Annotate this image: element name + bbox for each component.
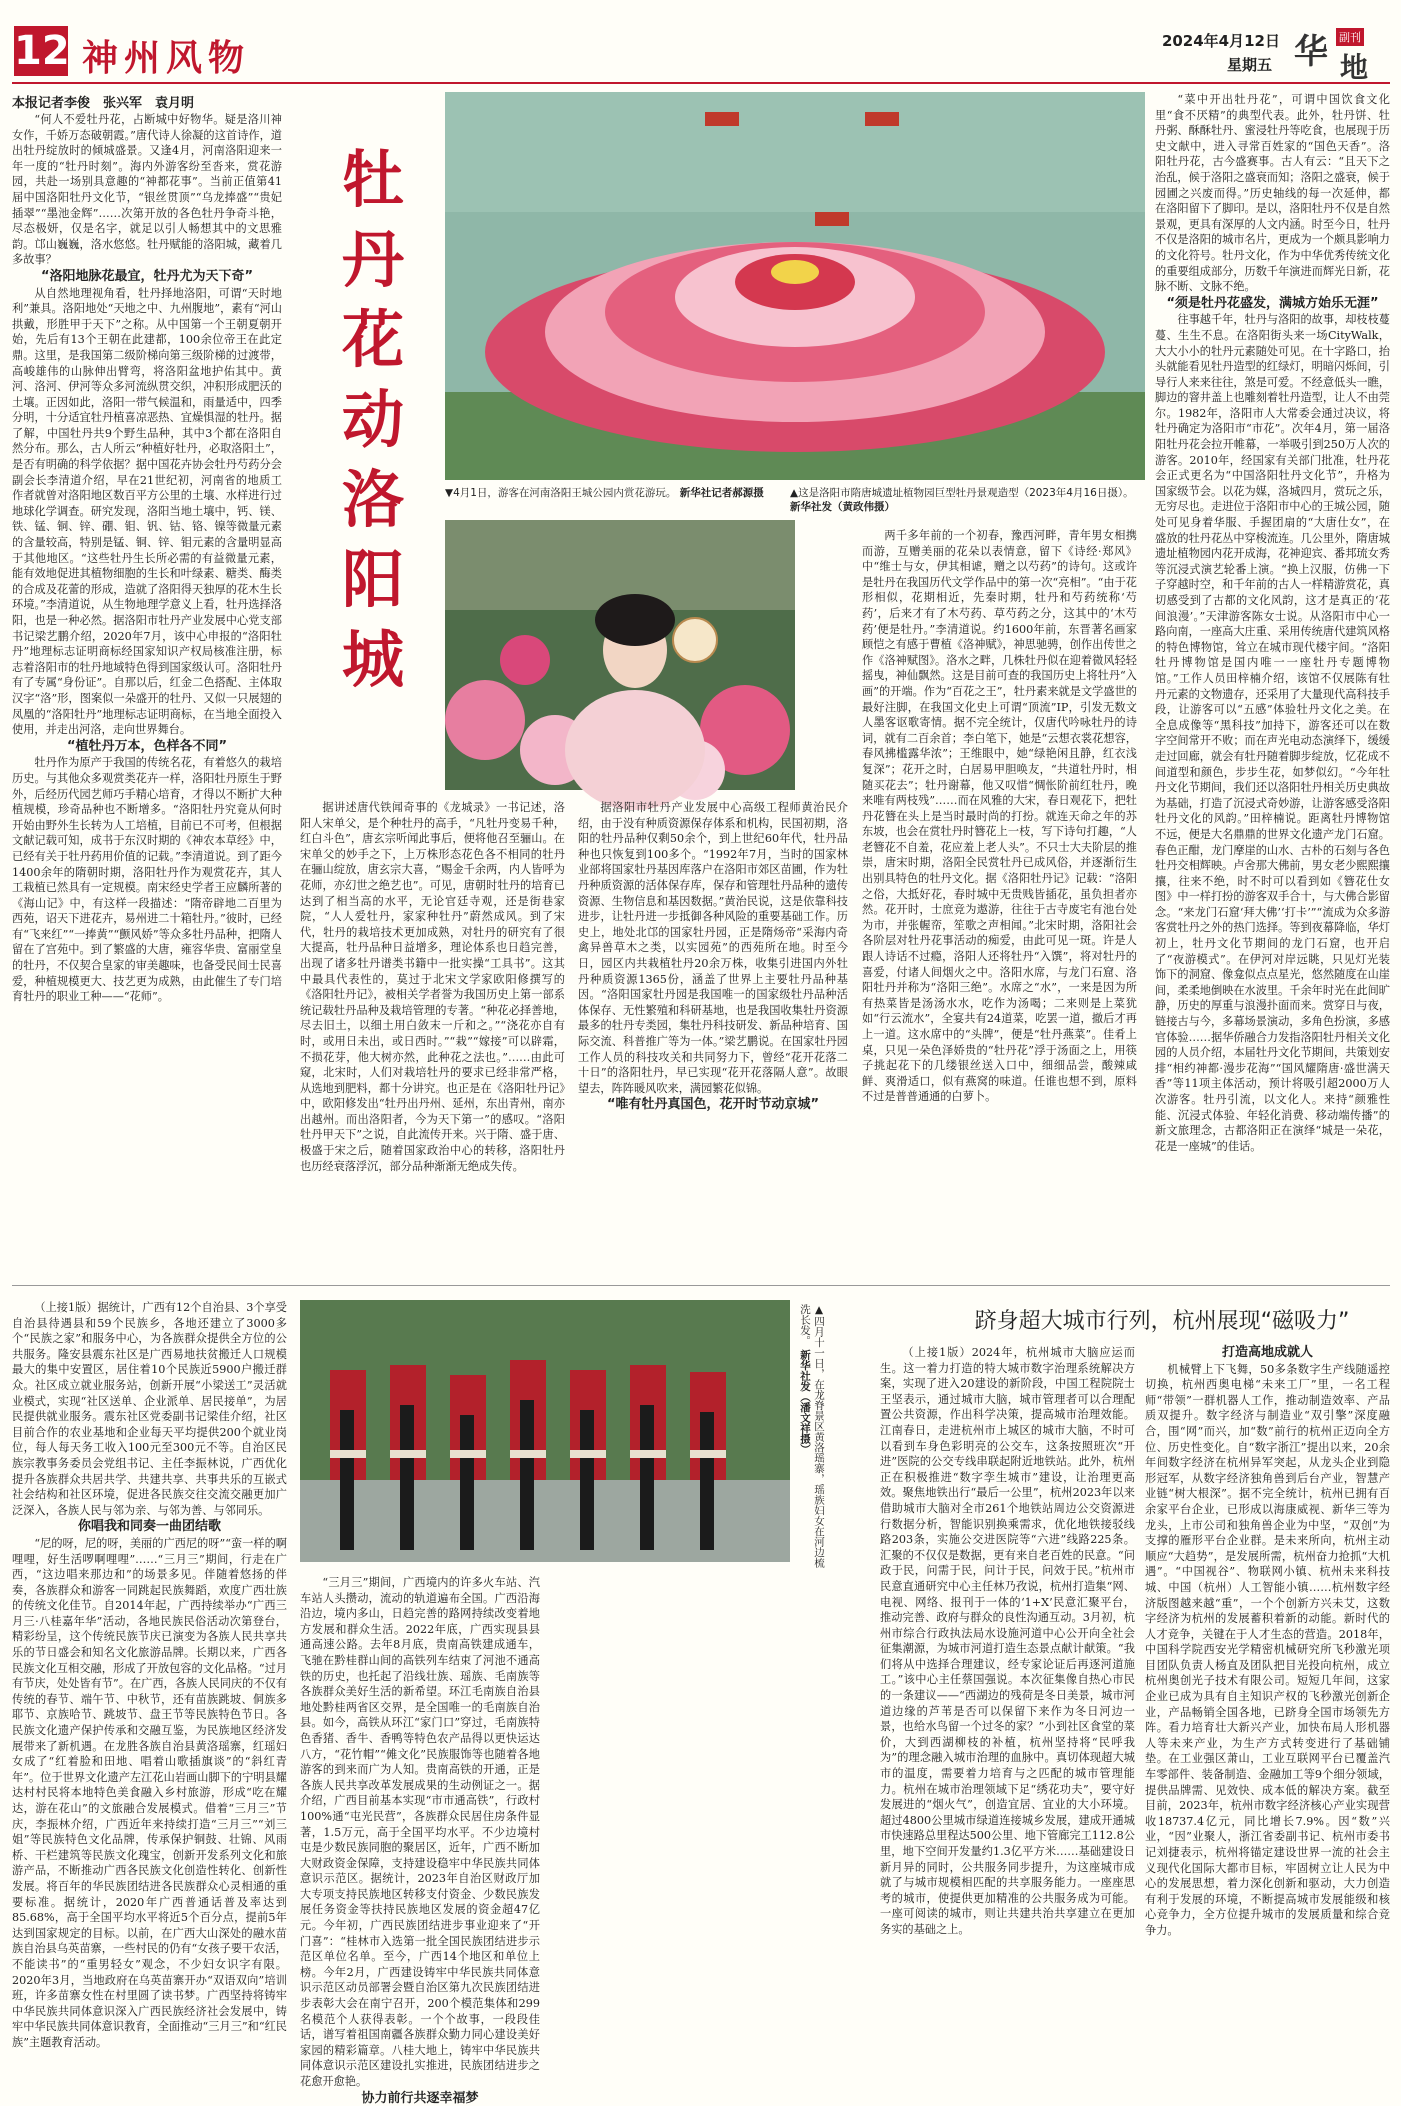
section-name: 神州风物 — [82, 38, 251, 79]
logo-char-1: 华 — [1294, 32, 1328, 72]
article-paragraph: 两千多年前的一个初春，豫西河畔，青年男女相携而游，互赠美丽的花朵以表情意，留下《诗经·郑风》中“维士与女，伊其相谑，赠之以芍药”的诗句。这或许是牡丹在我国历代文学作品中的第一次“亮相”。“由于花形相似，花期相近，先秦时期，牡丹和芍药统称‘芍药’，后来才有了木芍药、草芍药之分，这其中的‘木芍药’便是牡丹。”李清道说。约1600年前，东晋著名画家顾恺之有感于曹植《洛神赋》，神思驰骋，创作出传世之作《洛神赋图》。洛水之畔，几株牡丹似在迎着微风轻轻摇曳，神仙飘然。这是目前可查的我国历史上将牡丹“入画”的开端。作为“百花之王”，牡丹素来就是文学盛世的最好注脚，在我国文化史上可谓“顶流”IP，引发无数文人墨客讴歌寄情。据不完全统计，仅唐代吟咏牡丹的诗词，就有二百余首；李白笔下，她是“云想衣裳花想容，春风拂槛露华浓”；王维眼中，她“绿艳闲且静，红衣浅复深”；花开之时，白居易甲胆唤友，“共道牡丹时，相随买花去”；牡丹谢幕，他又叹惜“惆怅阶前红牡丹，晚来唯有两枝残”……而在风雅的大宋，春日观花下，把牡丹花簪在头上是当时最时尚的打扮。就连天命之年的苏东坡，也会在赏牡丹时簪花上一枝，写下诗句打趣，“人老簪花不自羞，花应羞上老人头”。不只士大夫阶层的推崇，唐宋时期，洛阳全民赏牡丹已成风俗，并逐渐衍生出别具特色的牡丹文化。据《洛阳牡丹记》记载：“洛阳之俗，大抵好花，春时城中无贵贱皆插花，虽负担者亦然。花开时，士庶竞为遨游，往往于古寺废宅有池台处为市，并张幄帟，笙歌之声相闻。”北宋时期，洛阳社会各阶层对牡丹花事活动的痴爱，由此可见一斑。许是人跟人诗话不过瘾，洛阳人还将牡丹“入馔”，将对牡丹的喜爱，付诸人间烟火之中。洛阳水席，与龙门石窟、洛阳牡丹并称为“洛阳三绝”。水席之“水”，一来是因为所有热菜皆是汤汤水水，吃作为汤喝；二来则是上菜犹如“行云流水”，全宴共有24道菜，吃罢一道，撤后才再上一道。这水席中的“头牌”，便是“牡丹燕菜”。佳肴上桌，只见一朵色泽娇贵的“牡丹花”浮于汤面之上，用筷子挑起花下的几缕银丝送入口中，细细品尝，酸辣咸鲜、爽滑适口，似有燕窝的味道。任谁也想不到，原料不过是普普通通的白萝卜。 — [862, 529, 1137, 1104]
guangxi-column-2 — [300, 1575, 540, 2106]
subhead-2: “植牡丹万本，色样各不同” — [66, 738, 228, 754]
article-paragraph: “三月三”期间，广西境内的许多火车站、汽车站人头攒动，流动的轨道遍布全国。广西沿海沿边，境内多山，日趋完善的路网持续改变着地方发展和群众生活。2022年底，广西实现县县通高速公路。去年8月底，贵南高铁建成通车，飞驰在黔桂群山间的高铁列车结束了河池不通高铁的历史，也托起了沿线壮族、瑶族、毛南族等各族群众美好生活的新希望。环江毛南族自治县地处黔桂两省区交界，是全国唯一的毛南族自治县。如今，高铁从环江“家门口”穿过，毛南族特色香猪、香牛、香鸭等特色农产品得以更快运达八方，“花竹帽”“傩文化”民族服饰等也随着各地游客的到来而广为人知。贵南高铁的开通，正是各族人民共享改革发展成果的生动例证之一。据介绍，广西目前基本实现“市市通高铁”，行政村100%通“屯光民营”，各族群众民居住房条件显著，1.5万元，高于全国平均水平。不少边境村屯是少数民族同胞的聚居区，近年，广西不断加大财政资金保障，支持建设稳牢中华民族共同体意识示范区。据统计，2023年自治区财政厅加大专项支持民族地区转移支付资金、少数民族发展任务资金等扶持民族地区发展的资金超47亿元。今年初，广西民族团结进步事业迎来了“开门喜”：“桂林市入选第一批全国民族团结进步示范区单位名单。至今，广西14个地区和单位上榜。今年2月，广西建设铸牢中华民族共同体意识示范区动员部署会暨自治区第九次民族团结进步表彰大会在南宁召开，200个模范集体和299名模范个人获得表彰。一个个故事，一段段佳话，谱写着祖国南疆各族群众勤力同心建设美好家园的精彩篇章。八桂大地上，铸牢中华民族共同体意识示范区建设扎实推进，民族团结进步之花愈开愈艳。 — [300, 1576, 540, 2088]
issue-weekday: 星期五 — [1226, 56, 1272, 74]
headline-char: 动 — [341, 383, 404, 456]
article-column-5 — [1155, 92, 1390, 1270]
yao-women-image — [300, 1300, 790, 1562]
headline-char: 城 — [341, 623, 404, 696]
hangzhou-article-title: 跻身超大城市行列，杭州展现“磁吸力” — [974, 1309, 1350, 1334]
photo-caption-1 — [445, 486, 770, 500]
article-paragraph: “尼的呀，尼的呀，美丽的广西尼的呀”“蛮一样的啊哩哩，好生活啰啊哩哩”……“三月三”期间，行走在广西，“这边唱来那边和”的场景多见。伴随着悠扬的伴奏，各族群众和游客一同跳起民族舞蹈，欢度广西壮族的传统文化佳节。自2014年起，广西持续举办“广西三月三·八桂嘉年华”活动，各地民族民俗活动次第登台，精彩纷呈，这个传统民族节庆已演变为各族人民共享共乐的节日盛会和知名文化旅游品牌。长期以来，广西各民族文化互相交融，形成了开放包容的文化品格。“过月有节庆，处处皆有节”。在广西，各族人民同庆的不仅有传统的春节、端午节、中秋节，还有苗族跳坡、侗族多耶节、京族哈节、跳坡节、盘王节等民族特色节日。各民族文化遗产保护传承和交融互鉴，为民族地区经济发展带来了新机遇。在龙胜各族自治县黄洛瑶寨，红瑶妇女成了“红着脸和田地、唱着山歌插旗谈”的“斜红青年”。位于世界文化遗产左江花山岩画山脚下的宁明县耀达村村民将本地特色美食融入乡村旅游，形成“吃在耀达，游在花山”的文旅融合发展模式。借着“三月三”节庆，李振林介绍，广西近年来持续打造“三月三”“刘三姐”等民族特色文化品牌，传承保护铜鼓、壮锦、风雨桥、干栏建筑等民族文化瑰宝，创新开发系列文化和旅游产品，不断推动广西各民族文化创造性转化、创新性发展。将百年的华民族团结进各民族群众心灵相通的重要标准。据统计，2020年广西普通话普及率达到85.68%，高于全国平均水平将近5个百分点，提前5年达到国家规定的目标。以前，在广西大山深处的融水苗族自治县乌英苗寨，一些村民的仍有“女孩子要干农活，不能读书”的“重男轻女”观念，不少妇女识字有限。2020年3月，当地政府在乌英苗寨开办“双语双向”培训班，许多苗寨女性在村里圆了读书梦。广西坚持将铸牢中华民族共同体意识深入广西民族经济社会发展中，铸牢中华民族共同体意识教育，全面推动“三月三”和“红民族”主题教育活动。 — [12, 1536, 287, 2049]
section-divider — [12, 1285, 1390, 1286]
headline-char: 洛 — [341, 463, 404, 536]
article-paragraph: “菜中开出牡丹花”，可谓中国饮食文化里“食不厌精”的典型代表。此外，牡丹饼、牡丹粥、酥酥牡丹、蜜浸牡丹等吃食，也展现于历史文献中，进入寻常百姓家的“国色天香”。洛阳牡丹花，古今盛赛事。古人有云：“且天下之治乱，候于洛阳之盛衰而知；洛阳之盛衰，候于园圃之兴废而得。”历史轴线的每一次延伸，都在洛阳留下了脚印。是以，洛阳牡丹不仅是自然景观，更具有深厚的人文内涵。时至今日，牡丹不仅是洛阳的城市名片，更成为一个颇具影响力的文化符号。牡丹文化，作为中华优秀传统文化的重要组成部分，历数千年演进而辉光日新，花脉不断、文脉不绝。 — [1155, 93, 1390, 294]
article-column-4 — [862, 528, 1137, 1270]
article-paragraph: 机械臂上下飞舞，50多条数字生产线随遥控切换，杭州西奥电梯“未来工厂”里，一名工程师“带领”一群机器人工作，推动制造效率、产品质双提升。数字经济与制造业“双引擎”深度融合，围“网”而兴，加“数”前行的杭州正迈向全方位、历史性变化。自“数字浙江”提出以来，20余年间数字经济在杭州异军突起，从龙头企业到隐形冠军，从数字经济独角兽到后台产业，智慧产业链“树大根深”。据不完全统计，杭州已拥有百余家平台企业，已形成以海康威视、新华三等为龙头，上市公司和独角兽企业为中坚，“双创”为支撑的雁形平台企业群。是未来所向，杭州主动顺应“大趋势”，是发展所需，杭州奋力抢抓“大机遇”。“中国视谷”、物联网小镇、杭州未来科技城、中国（杭州）人工智能小镇……杭州数字经济版图越来越“重”，一个个创新方兴未艾，这数字经济为杭州的发展蓄积着新的动能。新时代的人才竞争，关键在于人才生态的营造。2018年，中国科学院西安光学精密机械研究所飞秒激光项目团队负责人杨直及团队把目光投向杭州，成立杭州奥创光子技术有限公司。短短几年间，这家企业已成为具有自主知识产权的飞秒激光创新企业，产品畅销全国各地，已跻身全国市场领先方阵。看力培育壮大新兴产业，加快布局人形机器人等未来产业，为生产方式转变进行了基础铺垫。在工业强区萧山，工业互联网平台已覆盖汽车零部件、装备制造、金融加工等9个细分领域，提供品牌需、见效快、成本低的解决方案。截至目前，2023年，杭州市数字经济核心产业实现营收18737.4亿元，同比增长7.9%。因“数”兴业，“因”业聚人，浙江省委副书记、杭州市委书记刘捷表示，杭州将锚定建设世界一流的社会主义现代化国际大都市目标，牢固树立让人民为中心的发展思想，着力深化创新和驱动，大力创造有利于发展的环境，不断提高城市发展能级和核心竞争力，全方位提升城市的发展质量和综合竞争力。 — [1145, 1362, 1390, 1937]
photo-caption-3 — [796, 1304, 826, 1574]
headline — [338, 140, 408, 700]
article-paragraph: 往事越千年，牡丹与洛阳的故事，却枝枝蔓蔓、生生不息。在洛阳街头来一场CityWalk，大大小小的牡丹元素随处可见。在十字路口，抬头就能看见牡丹造型的红绿灯，明暗闪烁间，引导行人来来往往，煞是可爱。不经意低头一瞧，脚边的窨井盖上也雕刻着牡丹造型，让人不由莞尔。1982年，洛阳市人大常委会通过决议，将牡丹确定为洛阳市“市花”。次年4月，第一届洛阳牡丹花会拉开帷幕，一举吸引到250万人次的游客。2010年，经国家有关部门批准，牡丹花会正式更名为“中国洛阳牡丹文化节”，升格为国家级节会。以花为媒，洛城四月，赏玩之乐，无穷尽也。走进位于洛阳市中心的王城公园，随处可见身着华服、手握团扇的“大唐仕女”，在盛放的牡丹花丛中穿梭流连。几公里外，隋唐城遗址植物园内花开成海，花神迎宾、番邦琉女秀等沉浸式演艺轮番上演。“换上汉服，仿佛一下子穿越时空，和千年前的古人一样精游赏花，真切感受到了古都的文化风韵，这才是真正的‘花间浪漫’。”天津游客陈女士说。从洛阳市中心一路向南，一座高大庄重、采用传统唐代建筑风格的特色博物馆，耸立在城市现代楼宇间。“洛阳牡丹博物馆是国内唯一一座牡丹专题博物馆。”工作人员田梓楠介绍，该馆不仅展陈有牡丹元素的文物遗存，还采用了大量现代高科技手段，让游客可以“五感”体验牡丹文化之美。在全息成像等“黑科技”加持下，游客还可以在数字空间常开不败；而在声光电动态演绎下，缓缓走过回廊，就会有牡丹随着脚步绽放，忆花成不间道型和颜色，步步生花，如梦似幻。“今年牡丹文化节期间，我们还以洛阳牡丹相关历史典故为基础，打造了沉浸式奇妙游，让游客感受洛阳牡丹文化的风韵。”田梓楠说。距离牡丹博物馆不远，便是大名鼎鼎的世界文化遗产龙门石窟。春色正酣，龙门摩崖的山水、古朴的石刻与各色牡丹交相辉映。卢舍那大佛前，男女老少熙熙攘攘，往来不绝，时不时可以看到如《簪花仕女图》中一样打扮的游客双手合十，与大佛合影留念。“来龙门石窟‘拜大佛’‘打卡’”“流成为众多游客赏牡丹之外的热门选择。等到夜幕降临，华灯初上，牡丹文化节期间的龙门石窟，也开启了“夜游模式”。在伊河对岸远眺，只见灯光装饰下的洞窟、像龛似点点星光，悠然随度在山崖间，柔柔地倒映在水波里。千余年时光在此间旷静，历史的厚重与浪漫扑面而来。赏穿日与夜，链接古与今，多幕场景演动，多角色扮演，多感官体验……据华侨融合力发指洛阳牡丹相关文化园的人员介绍，本届牡丹文化节期间，共策划安排“相约神都·漫步花海”“国风耀隋唐·盛世满天香”等11项主体活动，预计将吸引超2000万人次游客。牡丹引流，以文化人。来持“颜雅性能、沉浸式体验、年轻化消费、移动端传播”的新文旅理念，古都洛阳正在演绎“城是一朵花，花是一座城”的佳话。 — [1155, 313, 1390, 1153]
caption-3-text: ▲四月十一日，在龙脊景区黄洛瑶寨，瑶族妇女在河边梳洗长发。 — [799, 1304, 825, 1568]
headline-char: 花 — [341, 303, 404, 376]
photo-caption-2 — [790, 486, 1145, 514]
subhead-3: “唯有牡丹真国色，花开时节动京城” — [606, 1097, 820, 1113]
caption-2-text: ▲这是洛阳市隋唐城遗址植物园巨型牡丹景观造型（2023年4月16日摄）。 — [790, 487, 1134, 499]
article-paragraph: 从自然地理视角看，牡丹择地洛阳，可谓“天时地利”兼具。洛阳地处“天地之中、九州腹地”，素有“河山拱戴，形胜甲于天下”之称。从中国第一个王朝夏朝开始，先后有13个王朝在此建都，100余位帝王在此定鼎。这里，是我国第二级阶梯向第三级阶梯的过渡带，高峻雄伟的山脉伸出臂弯，将洛阳盆地护佑其中。黄河、洛河、伊河等众多河流纵贯交织，冲积形成肥沃的土壤。正因如此，洛阳一带气候温和，雨量适中，四季分明，十分适宜牡丹植喜凉恶热、宜燥惧湿的牡丹。据了解，中国牡丹共9个野生品种，其中3个都在洛阳自然分布。那么，古人所云“种植好牡丹，必取洛阳土”，是否有明确的科学依据？据中国花卉协会牡丹芍药分会副会长李清道介绍，早在21世纪初，河南省的地质工作者就曾对洛阳地区数百平方公里的土壤、水样进行过地球化学调查。研究发现，洛阳当地土壤中，钙、镁、铁、锰、铜、锌、硼、钼、钒、钴、铬、镍等微量元素的含量较高，特别是锰、铜、锌、钼元素的含量明显高于其他地区。“这些牡丹生长所必需的有益微量元素，能有效地促进其植物细胞的生长和叶绿素、糖类、酶类的合成及花蕾的形成，造就了洛阳得天独厚的花木生长环境。”李清道说，从生物地理学意义上看，牡丹选择洛阳，也是一种必然。据洛阳市牡丹产业发展中心党支部书记梁艺鹏介绍，2020年7月，该中心申报的“洛阳牡丹”地理标志证明商标经国家知识产权局核准注册，标志着洛阳市的牡丹地域特色得到国家级认可。洛阳牡丹有了专属“身份证”。自那以后，红金二色搭配、主体取汉字“洛”形，图案似一朵盛开的牡丹、又似一只展翅的凤凰的“洛阳牡丹”地理标志证明商标，在当地全面投入使用，并走出河洛，走向世界舞台。 — [12, 286, 282, 737]
caption-1-text: ▼4月1日，游客在河南洛阳王城公园内赏花游玩。 — [445, 487, 677, 499]
article-column-3 — [578, 800, 848, 1270]
article-paragraph: （上接1版）2024年，杭州城市大脑应运而生。这一着力打造的特大城市数字治理系统解决方案，实现了进入20建设的新阶段，中国工程院院士王坚表示，通过城市大脑，城市管理者可以合理配置公共资源，作出科学决策，提高城市治理效能。江南春日，走进杭州市上城区的城市大脑，不时可以看到车身色彩明亮的公交车，这条按照班次“开进”医院的公交专线串联起附近地铁站。此外，杭州正在积极推进“数字孪生城市”建设，让治理更高效。聚焦地铁出行“最后一公里”，杭州2023年以来借助城市大脑对全市261个地铁站周边公交资源进行数据分析，智能识别换乘需求，优化地铁接驳线路203条，实施公交进医院等“六进”线路225条。汇聚的不仅仅是数据，更有来自老百姓的民意。“问政于民，问需于民，问计于民，问效于民。”杭州市民意直通研究中心主任林乃孜说，杭州打造集“网、电视、网络、报刊于一体的‘1+X’民意汇聚平台，推动完善、政府与群众的良性沟通互动。3月初，杭州市综合行政执法局水设施河道中心公开向全社会征集潮源，为城市河道打造生态景点献计献策。“我们将从中选择合理建议，经专家论证后再逐河道施工。”该中心主任蔡国强说。本次征集像自热心市民的一条建议——“西湖边的残荷是冬日美景，城市河道边缘的芦苇是否可以保留下来作为冬日河边一景，也给水鸟留一个过冬的家？”小到社区食堂的菜价，大到西湖柳枝的补植，杭州坚持将“民呼我为”的理念融入城市治理的血脉中。真切体现超大城市的温度，需要着力培育与之匹配的城市管理能力。杭州在城市治理领域下足“绣花功夫”，要守好发展进的“烟火气”，创造宜居、宜业的大小环境。超过4800公里城市绿道连接城乡发展，建成开通城市快速路总里程达500公里、地下管廊完工112.8公里，地下空间开发量约1.3亿平方米……基础建设日新月异的同时，公共服务同步提升，为这座城市成就了与城市规模相匹配的共享服务能力。一座座思考的城市，使提供更加精准的公共服务成为可能。一座可阅读的城市，则让共建共治共享建立在更加务实的基础之上。 — [880, 1346, 1135, 1936]
caption-3-credit: 新华社发（潘文祥摄） — [799, 1349, 811, 1455]
subhead-5: 你唱我和同奏一曲团结歌 — [77, 1519, 221, 1535]
peony-sculpture-image — [445, 92, 1145, 480]
subhead-6: 协力前行共逐幸福梦 — [361, 2090, 479, 2106]
issue-date: 2024年4月12日 — [1161, 32, 1280, 50]
headline-char: 牡 — [341, 143, 404, 216]
hanfu-visitor-image — [445, 520, 795, 790]
subhead-1: “洛阳地脉花最宜，牡丹尤为天下奇” — [40, 268, 254, 284]
hanfu-visitor-photo — [445, 520, 795, 790]
logo-tag: 副刊 — [1336, 28, 1364, 46]
article-paragraph: 据讲述唐代铁闻奇事的《龙城录》一书记述，洛阳人宋单父，是个种牡丹的高手，“凡牡丹变易千种，红白斗色”，唐玄宗听闻此事后，便将他召至骊山。在宋单父的妙手之下，上万株形态花色各不相同的牡丹在骊山绽放，唐玄宗大喜，“赐金千余两，内人皆呼为花师，亦幻世之绝艺也”。可见，唐朝时牡丹的培育已达到了相当高的水平，无论官廷寺观，还是街巷家院，“人人爱牡丹，家家种牡丹”蔚然成风。到了宋代，牡丹的栽培技术更加成熟，对牡丹的研究有了很大提高，牡丹品种日益增多，理论体系也日趋完善，出现了诸多牡丹谱类书籍中一批实操“工具书”。这其中最具代表性的，莫过于北宋文学家欧阳修撰写的《洛阳牡丹记》，被相关学者誉为我国历史上第一部系统记载牡丹品种及栽培管理的专著。“种花必择善地，尽去旧土，以细土用白敛末一斤和之。”“浇花亦自有时，或用日未出，或日西时。”“栽”“嫁接”可以辟霜，不损花芽，他大树亦然，此种花之法也。”……由此可窥，北宋时，人们对栽培牡丹的要求已经非常严格，从选地到肥料，都十分讲究。也正是在《洛阳牡丹记》中，欧阳修发出“牡丹出丹州、延州，东出青州，南亦出越州。而出洛阳者，今为天下第一”的感叹。“洛阳牡丹甲天下”之说，自此流传开来。兴于隋、盛于唐、极盛于宋之后，随着国家政治中心的转移，洛阳牡丹也历经衰落浮沉，部分品种渐渐无绝成失传。 — [300, 801, 565, 1173]
article-paragraph: （上接1版）据统计，广西有12个自治县、3个享受自治县待遇县和59个民族乡，各地还建立了3000多个“民族之家”和服务中心，为各族群众提供全方位的公共服务。隆安县震东社区是广西易地扶贫搬迁人口规模最大的集中安置区，居住着10个民族近5900户搬迁群众。社区成立就业服务站，创新开展“小梁送工”灵活就业模式，实现“社区送单、企业派单、居民接单”，为居民提供就业服务。震东社区党委副书记梁佳介绍，社区目前合作的农业基地和企业每天平均提供200个就业岗位，每人每天务工收入100元至300元不等。自治区民族宗教事务委员会党组书记、主任李振林说，广西优化提升各族群众共居共学、共建共享、共事共乐的互嵌式社会结构和社区环境，促进各民族交往交流交融更加广泛深入，各族人民与邻为亲、与邻为善、与邻同乐。 — [12, 1301, 287, 1517]
article-paragraph: “何人不爱牡丹花，占断城中好物华。疑是洛川神女作，千娇万态破朝霞。”唐代诗人徐凝的这首诗作，道出牡丹绽放时的倾城盛景。又逢4月，河南洛阳迎来一年一度的“牡丹时刻”。海内外游客纷至沓来，赏花游园，共赴一场别具意趣的“神都花事”。当前正值第41届中国洛阳牡丹文化节，“银丝贯顶”“乌龙捧盛”“贵妃插翠”“墨池金辉”……次第开放的各色牡丹争奇斗艳，尽态极妍，仅是名字，就足以引人畅想其中的文思雅韵。邙山巍巍，洛水悠悠。牡丹赋能的洛阳城，藏着几多故事？ — [12, 113, 282, 267]
article-paragraph: 据洛阳市牡丹产业发展中心高级工程师黄治民介绍，由于没有种质资源保存体系和机构，民国初期，洛阳的牡丹品种仅剩50余个，到上世纪60年代，牡丹品种也只恢复到100多个。“1992年7月，当时的国家林业部将国家牡丹基因库落户在洛阳市郊区苗圃，作为牡丹种质资源的活体保存库，保存和管理牡丹品种的遗传资源、生物信息和基因数据。”黄治民说，这是依靠科技进步，让牡丹进一步抵御各种风险的重要基础工作。历史上，地处北邙的国家牡丹园，正是隋炀帝“采海内奇禽异兽草木之类，以实园苑”的西苑所在地。时至今日，园区内共栽植牡丹20余万株，收集引进国内外牡丹种质资源1365份，涵盖了世界上主要牡丹品种基因。“洛阳国家牡丹园是我国唯一的国家级牡丹品种活体保存、无性繁殖和科研基地，也是我国收集牡丹资源最多的牡丹专类园，集牡丹科技研发、新品种培育、国际交流、科普推广等为一体。”梁艺鹏说。在国家牡丹园工作人员的科技攻关和共同努力下，曾经“花开花落二十日”的洛阳牡丹，早已实现“花开花落隔人意”。故眼望去，阵阵暖风吹来，满园繁花似锦。 — [578, 801, 848, 1095]
hangzhou-column-1 — [880, 1345, 1135, 2020]
article-column-2 — [300, 800, 565, 1270]
masthead — [12, 24, 1390, 84]
peony-sculpture-photo — [445, 92, 1145, 480]
article-column-1 — [12, 112, 282, 1270]
byline: 本报记者李俊 张兴军 袁月明 — [12, 96, 195, 111]
guangxi-column-3 — [552, 1575, 792, 2020]
headline-char: 丹 — [341, 223, 404, 296]
article-paragraph: 牡丹作为原产于我国的传统名花，有着悠久的栽培历史。与其他众多观赏类花卉一样，洛阳牡丹原生于野外，后经历代园艺师巧手精心培育，才得以不断扩大种植规模，珍奇品种也不断增多。“洛阳牡丹究竟从何时开始由野外生长转为人工培植，目前已不可考，但根据文献记载可知，成书于东汉时期的《神农本草经》中，已经有关于牡丹药用价值的记载。”李清道说。到了距今1400余年的隋朝时期，洛阳牡丹作为观赏花卉，其人工栽植已然具有一定规模。南宋经史学者王应麟所著的《海山记》中，有这样一段描述：“隋帝辟地二百里为西苑，诏天下进花卉，易州进二十箱牡丹。”彼时，已经有“飞来红”“一捧黄”“颤风娇”等众多牡丹品种，把隋人留在了宫苑中。到了繁盛的大唐，雍容华贵、富丽堂皇的牡丹，不仅契合皇家的审美趣味，也备受民间士民喜爱，种植规模更大、技艺更为成熟，由此催生了专门培育牡丹的职业工种——“花师”。 — [12, 756, 282, 1004]
headline-char: 阳 — [341, 543, 404, 616]
page-number: 12 — [14, 28, 70, 74]
yao-women-photo — [300, 1300, 790, 1562]
subhead-7: 打造高地成就人 — [1221, 1345, 1313, 1360]
subhead-4: “须是牡丹花盛发，满城方始乐无涯” — [1166, 295, 1379, 311]
newspaper-logo — [1294, 24, 1384, 84]
guangxi-column-1 — [12, 1300, 287, 2049]
hangzhou-column-2 — [1145, 1345, 1390, 2020]
caption-1-credit: 新华社记者郝源摄 — [679, 487, 764, 499]
logo-char-2: 地 — [1340, 51, 1369, 84]
caption-2-credit: 新华社发（黄政伟摄） — [790, 501, 895, 513]
